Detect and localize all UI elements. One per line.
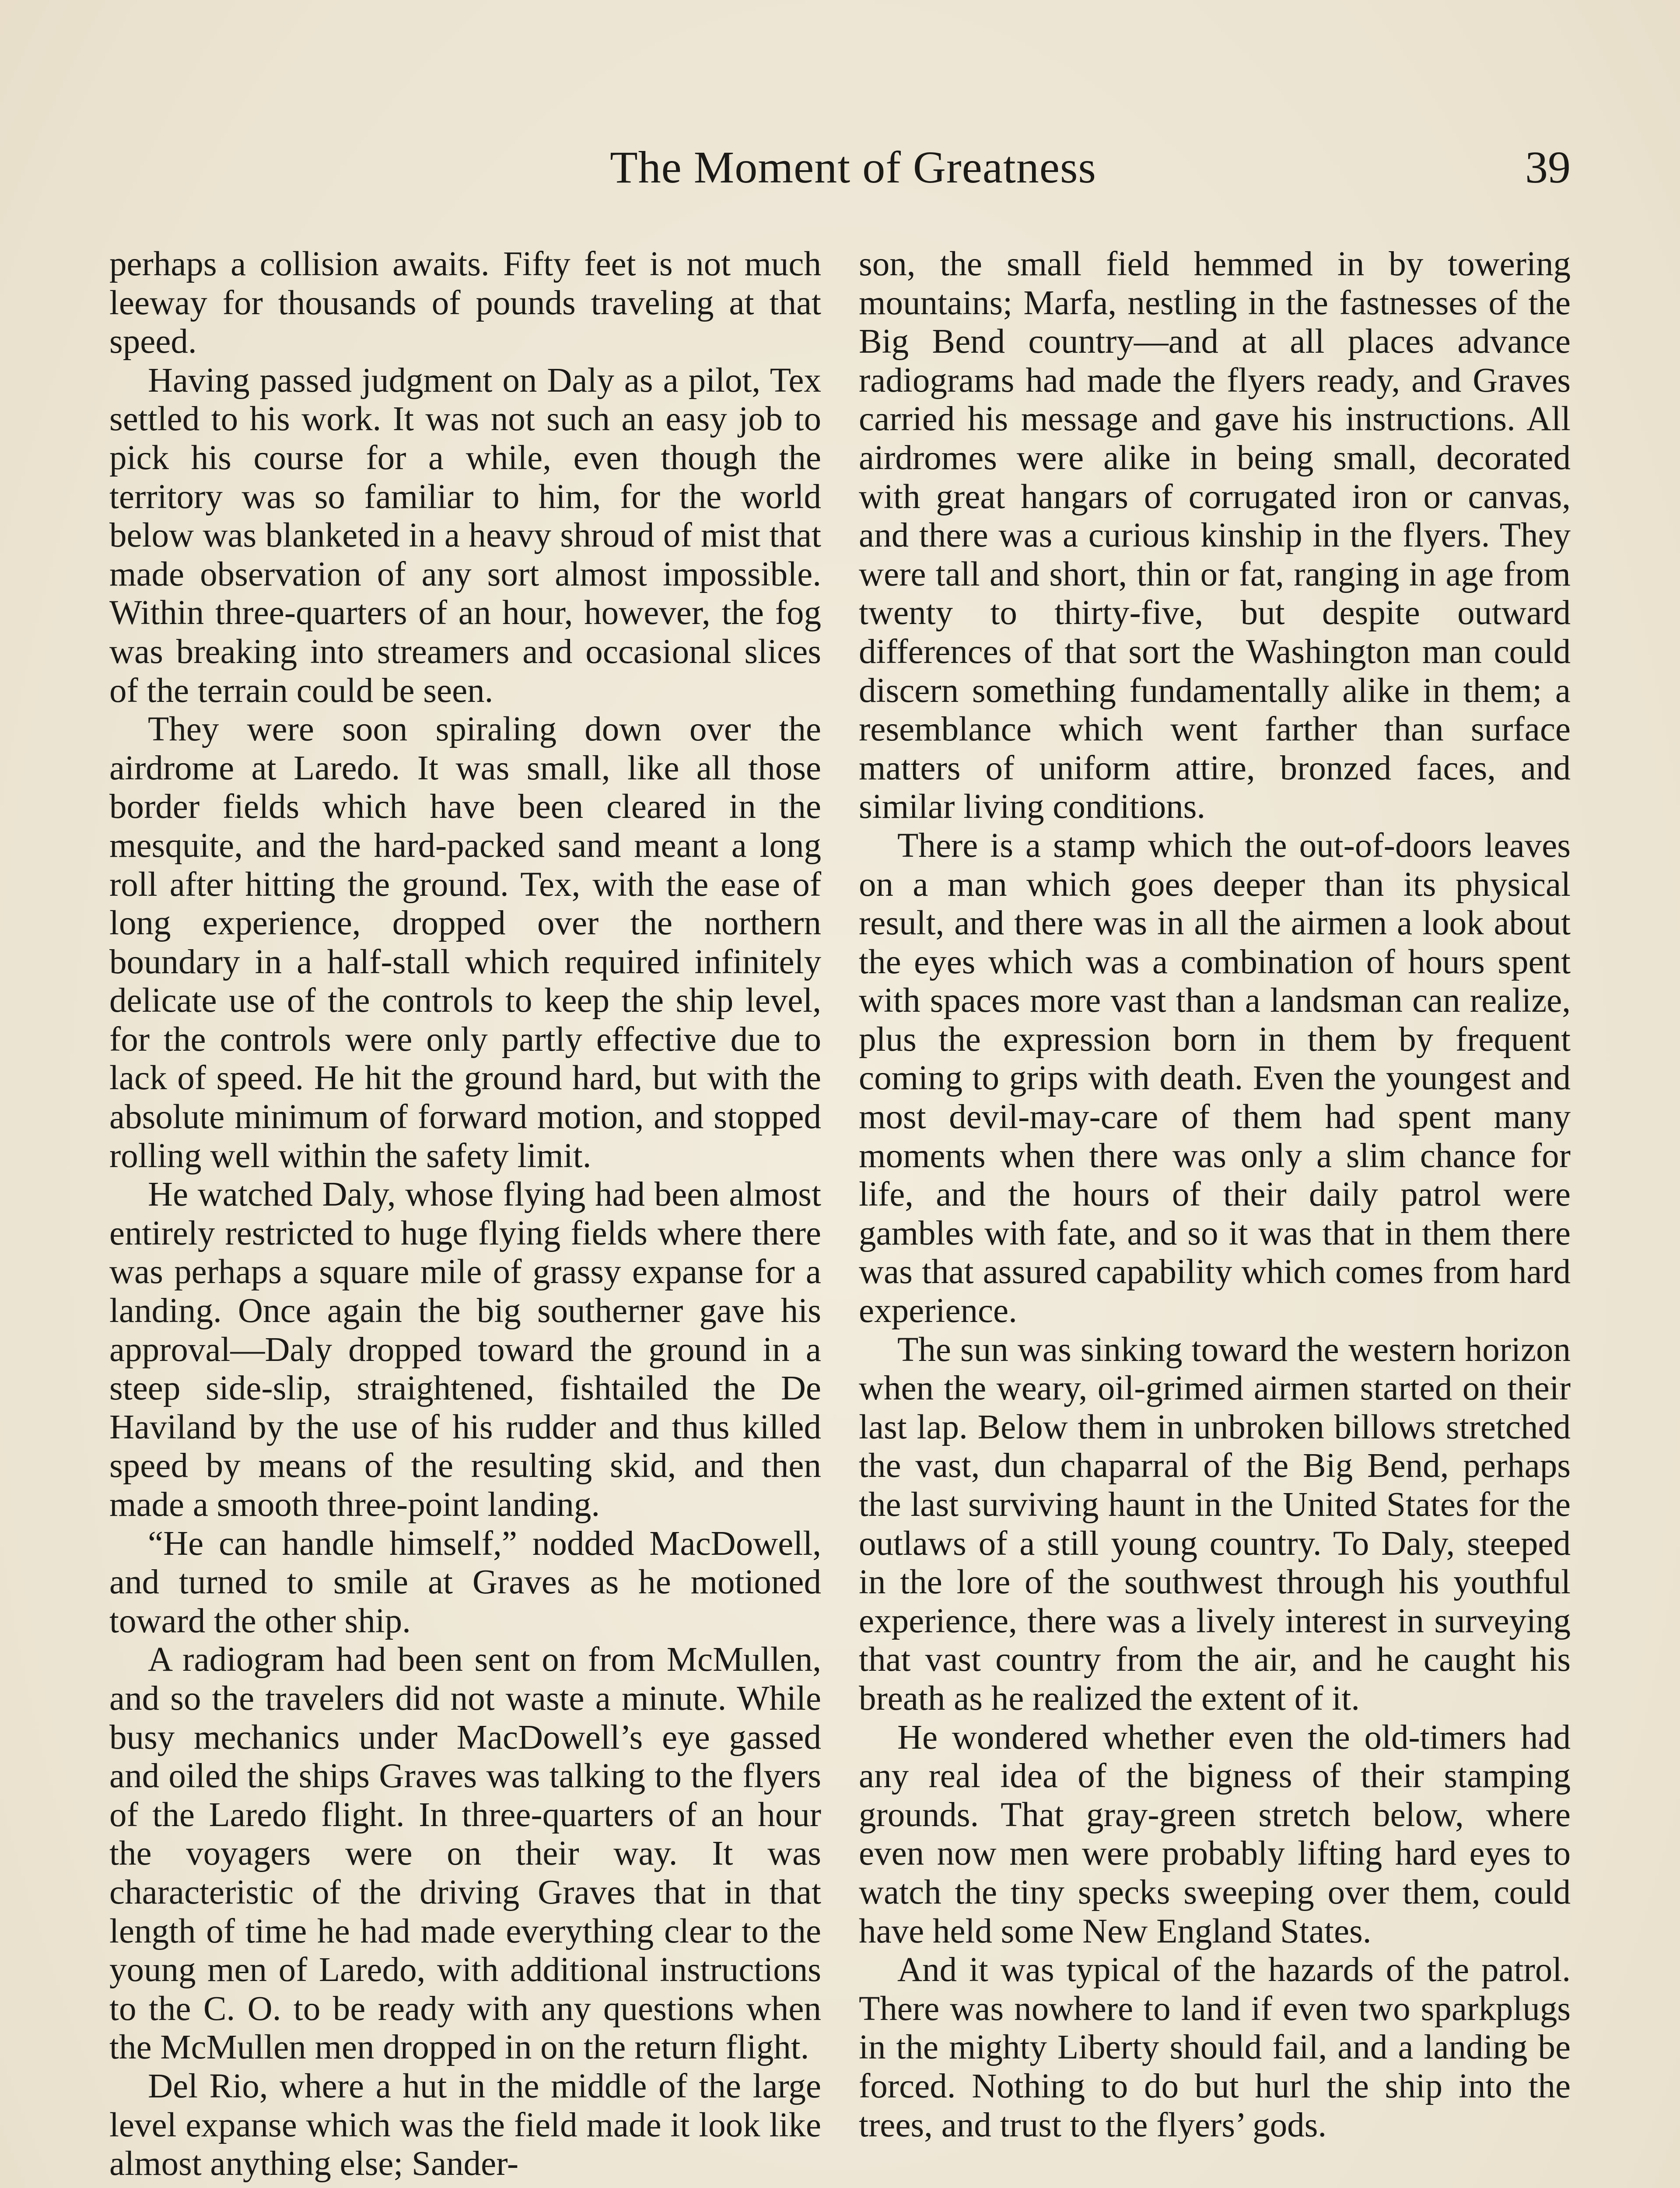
- running-header: [0, 139, 1680, 196]
- page-number: 39: [1525, 142, 1571, 193]
- paragraph: He wondered whether even the old-timers had any real idea of the bigness of their stamping grounds. That gray-green stretch below, where even now men were probably lifting hard eyes to watch the tiny specks sweeping over them, could have held some New England States.: [859, 1718, 1571, 1950]
- paragraph: They were soon spiraling down over the airdrome at Laredo. It was small, like all those border fields which have been cleared in the mesquite, and the hard-packed sand meant a long roll after hitting the ground. Tex, with the ease of long experience, dropped over the northern boundary in a half-stall which required infinitely delicate use of the controls to keep the ship level, for the controls were only partly effective due to lack of speed. He hit the ground hard, but with the absolute minimum of forward motion, and stopped rolling well within the safety limit.: [109, 710, 821, 1175]
- right-column: [859, 245, 1571, 2145]
- paragraph: “He can handle himself,” nodded MacDowell, and turned to smile at Graves as he motioned toward the other ship.: [109, 1524, 821, 1640]
- paragraph: son, the small field hemmed in by towering mountains; Marfa, nestling in the fastnesses of the Big Bend country—and at all places advance radiograms had made the flyers ready, and Graves carried his message and gave his instructions. All airdromes were alike in being small, decorated with great hangars of corrugated iron or canvas, and there was a curious kinship in the flyers. They were tall and short, thin or fat, ranging in age from twenty to thirty-five, but despite outward differences of that sort the Washington man could discern something fundamentally alike in them; a resemblance which went farther than surface matters of uniform attire, bronzed faces, and similar living conditions.: [859, 245, 1571, 826]
- paragraph: Having passed judgment on Daly as a pilot, Tex settled to his work. It was not such an easy job to pick his course for a while, even though the territory was so familiar to him, for the world below was blanketed in a heavy shroud of mist that made observation of any sort almost impossible. Within three-quarters of an hour, however, the fog was breaking into streamers and occasional slices of the terrain could be seen.: [109, 361, 821, 710]
- left-column: [109, 245, 821, 2184]
- paragraph: There is a stamp which the out-of-doors leaves on a man which goes deeper than its physical result, and there was in all the airmen a look about the eyes which was a combination of hours spent with spaces more vast than a landsman can realize, plus the expression born in them by frequent coming to grips with death. Even the youngest and most devil-may-care of them had spent many moments when there was only a slim chance for life, and the hours of their daily patrol were gambles with fate, and so it was that in them there was that assured capability which comes from hard experience.: [859, 826, 1571, 1330]
- paragraph: A radiogram had been sent on from McMullen, and so the travelers did not waste a minute. While busy mechanics under MacDowell’s eye gassed and oiled the ships Graves was talking to the flyers of the Laredo flight. In three-quarters of an hour the voyagers were on their way. It was characteristic of the driving Graves that in that length of time he had made everything clear to the young men of Laredo, with additional instructions to the C. O. to be ready with any questions when the McMullen men dropped in on the return flight.: [109, 1641, 821, 2067]
- paragraph: perhaps a collision awaits. Fifty feet is not much leeway for thousands of pounds traveling at that speed.: [109, 245, 821, 361]
- paragraph: He watched Daly, whose flying had been almost entirely restricted to huge flying fields where there was perhaps a square mile of grassy expanse for a landing. Once again the big southerner gave his approval—Daly dropped toward the ground in a steep side-slip, straightened, fishtailed the De Haviland by the use of his rudder and thus killed speed by means of the resulting skid, and then made a smooth three-point landing.: [109, 1175, 821, 1524]
- paragraph: The sun was sinking toward the western horizon when the weary, oil-grimed airmen started on their last lap. Below them in unbroken billows stretched the vast, dun chaparral of the Big Bend, perhaps the last surviving haunt in the United States for the outlaws of a still young country. To Daly, steeped in the lore of the southwest through his youthful experience, there was a lively interest in surveying that vast country from the air, and he caught his breath as he realized the extent of it.: [859, 1330, 1571, 1718]
- paragraph: And it was typical of the hazards of the patrol. There was nowhere to land if even two sparkplugs in the mighty Liberty should fail, and a landing be forced. Nothing to do but hurl the ship into the trees, and trust to the flyers’ gods.: [859, 1951, 1571, 2144]
- paragraph: Del Rio, where a hut in the middle of the large level expanse which was the field made it look like almost anything else; Sander-: [109, 2067, 821, 2183]
- running-title: The Moment of Greatness: [610, 142, 1096, 193]
